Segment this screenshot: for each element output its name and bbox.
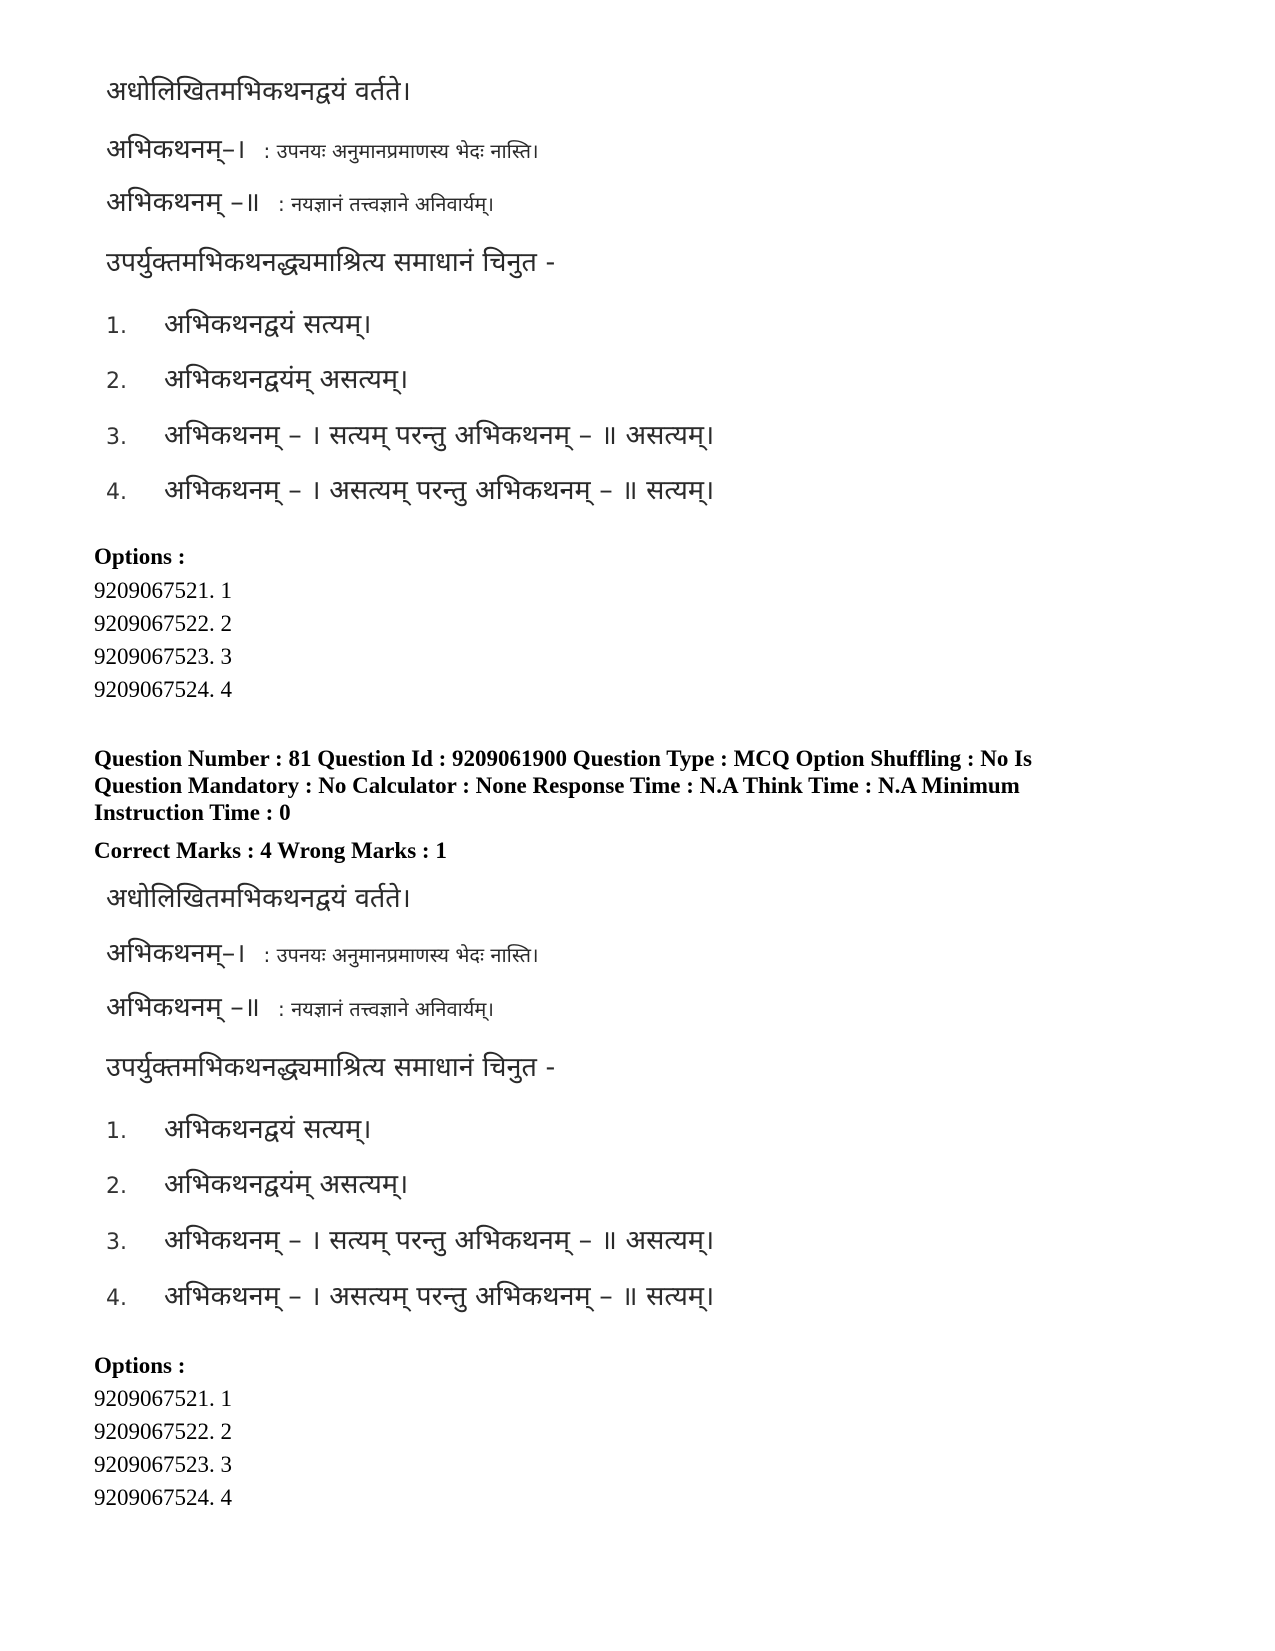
choice-text: अभिकथनम् – । सत्यम् परन्तु अभिकथनम् – ॥ असत्यम्। <box>164 1225 715 1256</box>
question-instruction: उपर्युक्तमभिकथनद्ध्यमाश्रित्य समाधानं चिनुत - <box>106 247 556 278</box>
answer-choice <box>106 474 714 510</box>
statement-2 <box>106 186 494 221</box>
question-image-1 <box>98 70 798 520</box>
choice-text: अभिकथनम् – । असत्यम् परन्तु अभिकथनम् – ॥ सत्यम्। <box>164 475 715 506</box>
option-item: 9209067523. 3 <box>94 1452 232 1477</box>
question-header-line: Instruction Time : 0 <box>94 800 291 825</box>
choice-text: अभिकथनद्वयंम् असत्यम्। <box>164 1169 409 1200</box>
choice-text: अभिकथनद्वयंम् असत्यम्। <box>164 364 409 395</box>
question-image-2 <box>98 880 798 1330</box>
answer-choice <box>106 419 714 455</box>
question-intro: अधोलिखितमभिकथनद्वयं वर्तते। <box>106 76 411 107</box>
option-item: 9209067521. 1 <box>94 1386 232 1411</box>
option-item: 9209067521. 1 <box>94 578 232 603</box>
statement-1-label: अभिकथनम्–। <box>106 134 246 165</box>
choice-number: 3. <box>106 425 127 450</box>
options-label: Options : <box>94 1353 186 1378</box>
statement-2-text: : नयज्ञानं तत्त्वज्ञाने अनिवार्यम्। <box>277 192 494 216</box>
choice-text: अभिकथनम् – । असत्यम् परन्तु अभिकथनम् – ॥ सत्यम्। <box>164 1281 715 1312</box>
option-item: 9209067523. 3 <box>94 644 232 669</box>
statement-1 <box>106 133 539 168</box>
choice-number: 3. <box>106 1230 127 1255</box>
question-header-line: Question Number : 81 Question Id : 9209061900 Question Type : MCQ Option Shuffling : No Is <box>94 746 1033 771</box>
choice-text: अभिकथनद्वयं सत्यम्। <box>164 1114 372 1145</box>
statement-2 <box>106 991 494 1026</box>
statement-2-label: अभिकथनम् –॥ <box>106 187 260 218</box>
option-item: 9209067524. 4 <box>94 677 232 702</box>
choice-number: 4. <box>106 1286 127 1311</box>
statement-1-text: : उपनयः अनुमानप्रमाणस्य भेदः नास्ति। <box>263 139 539 163</box>
answer-choice <box>106 308 371 344</box>
options-label: Options : <box>94 544 186 569</box>
choice-number: 4. <box>106 480 127 505</box>
choice-number: 2. <box>106 369 127 394</box>
option-item: 9209067522. 2 <box>94 611 232 636</box>
question-header-line: Question Mandatory : No Calculator : None Response Time : N.A Think Time : N.A Minimum <box>94 773 1020 798</box>
statement-2-text: : नयज्ञानं तत्त्वज्ञाने अनिवार्यम्। <box>277 997 494 1021</box>
statement-1-text: : उपनयः अनुमानप्रमाणस्य भेदः नास्ति। <box>263 943 539 967</box>
choice-text: अभिकथनद्वयं सत्यम्। <box>164 309 372 340</box>
option-item: 9209067524. 4 <box>94 1485 232 1510</box>
answer-choice <box>106 1113 371 1149</box>
statement-1 <box>106 937 539 972</box>
answer-choice <box>106 1280 714 1316</box>
answer-choice <box>106 363 408 399</box>
question-header <box>94 745 1094 826</box>
choice-number: 1. <box>106 314 127 339</box>
option-item: 9209067522. 2 <box>94 1419 232 1444</box>
question-instruction: उपर्युक्तमभिकथनद्ध्यमाश्रित्य समाधानं चिनुत - <box>106 1052 556 1083</box>
statement-2-label: अभिकथनम् –॥ <box>106 992 260 1023</box>
marks-line: Correct Marks : 4 Wrong Marks : 1 <box>94 838 447 863</box>
answer-choice <box>106 1168 408 1204</box>
choice-text: अभिकथनम् – । सत्यम् परन्तु अभिकथनम् – ॥ असत्यम्। <box>164 420 715 451</box>
choice-number: 2. <box>106 1174 127 1199</box>
statement-1-label: अभिकथनम्–। <box>106 938 246 969</box>
question-intro: अधोलिखितमभिकथनद्वयं वर्तते। <box>106 883 411 914</box>
answer-choice <box>106 1224 714 1260</box>
choice-number: 1. <box>106 1119 127 1144</box>
